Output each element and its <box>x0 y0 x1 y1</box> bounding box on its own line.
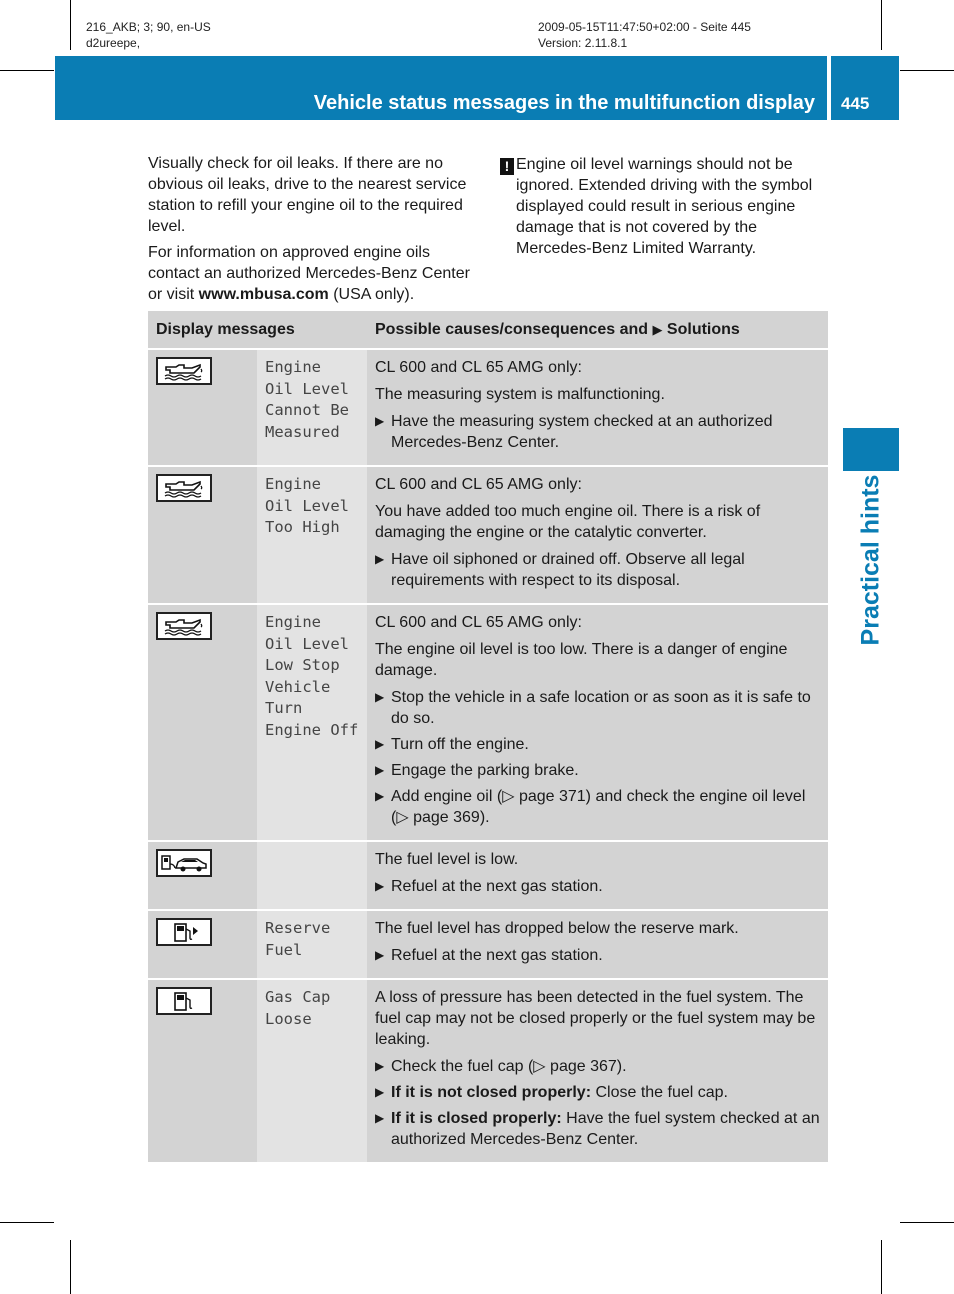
oil-level-icon <box>156 612 212 640</box>
display-message-line: Cannot Be <box>265 401 349 419</box>
table-row <box>148 910 828 979</box>
cause-text: CL 600 and CL 65 AMG only: <box>375 359 582 376</box>
arrow-icon: ▶ <box>375 552 385 566</box>
display-message-line: Low Stop <box>265 656 340 674</box>
step-text: Refuel at the next gas station. <box>391 947 603 964</box>
fuel-pump-icon <box>156 918 212 946</box>
oil-level-icon <box>156 357 212 385</box>
display-message-text <box>257 979 367 1163</box>
page-number: 445 <box>841 94 870 113</box>
warning-text: Engine oil level warnings should not be ignored. Extended driving with the symbol displayed could result in serious engine damage that is not covered by the Mercedes-Benz Limited Warranty. <box>516 156 813 257</box>
header-text: Possible causes/consequences and <box>375 321 649 338</box>
arrow-icon: ▶ <box>375 690 385 704</box>
arrow-icon: ▶ <box>375 789 385 803</box>
crop-mark <box>881 1240 882 1294</box>
icon-cell <box>148 841 257 910</box>
cause-text: The engine oil level is too low. There is a danger of engine damage. <box>375 641 788 679</box>
crop-mark <box>70 0 71 50</box>
crop-mark <box>0 1222 54 1223</box>
step-text: Engage the parking brake. <box>391 762 579 779</box>
meta-line: 2009-05-15T11:47:50+02:00 - Seite 445 <box>538 20 751 34</box>
solution-cell <box>367 979 828 1163</box>
solution-cell <box>367 841 828 910</box>
warning-icon: ! <box>500 158 514 175</box>
display-message-line: Engine <box>265 358 321 376</box>
solution-cell <box>367 910 828 979</box>
step-text: Check the fuel cap (▷ page 367). <box>391 1058 627 1075</box>
cause-text: The measuring system is malfunctioning. <box>375 386 665 403</box>
step-text: Have oil siphoned or drained off. Observe all legal requirements with respect to its disposal. <box>391 551 745 589</box>
cause-text: CL 600 and CL 65 AMG only: <box>375 476 582 493</box>
arrow-icon: ▶ <box>375 763 385 777</box>
solution-step <box>375 734 820 755</box>
oil-level-icon <box>156 474 212 502</box>
arrow-icon: ▶ <box>375 414 385 428</box>
fuel-pump-small-icon <box>156 987 212 1015</box>
display-message-text <box>257 841 367 910</box>
solution-step <box>375 760 820 781</box>
display-messages-table <box>148 311 828 1164</box>
intro-paragraph <box>148 242 483 305</box>
display-message-line: Turn <box>265 699 303 717</box>
arrow-icon: ▶ <box>375 948 385 962</box>
icon-cell <box>148 979 257 1163</box>
side-tab-label: Practical hints <box>856 474 885 646</box>
side-tab-marker <box>843 428 899 471</box>
meta-line: 216_AKB; 3; 90, en-US <box>86 20 211 34</box>
print-meta-left <box>86 19 211 51</box>
step-text: Have the measuring system checked at an authorized Mercedes-Benz Center. <box>391 413 773 451</box>
cause-text: A loss of pressure has been detected in the fuel system. The fuel cap may not be closed properly or the fuel system may be leaking. <box>375 989 816 1048</box>
meta-line: Version: 2.11.8.1 <box>538 36 628 50</box>
meta-line: d2ureepe, <box>86 36 141 50</box>
solution-step <box>375 411 820 453</box>
display-message-text <box>257 604 367 841</box>
table-body <box>148 349 828 1163</box>
crop-mark <box>900 1222 954 1223</box>
arrow-icon: ▶ <box>375 1059 385 1073</box>
display-message-line: Oil Level <box>265 496 349 515</box>
page-number-box <box>831 56 899 120</box>
arrow-icon: ▶ <box>375 1111 385 1125</box>
display-message-line: Vehicle <box>265 677 331 696</box>
table-row <box>148 841 828 910</box>
solution-cell <box>367 349 828 466</box>
intro-left-column <box>148 153 483 310</box>
column-header-solutions <box>367 311 828 349</box>
step-text: Close the fuel cap. <box>591 1084 728 1101</box>
solution-step <box>375 1056 820 1077</box>
display-message-line: Reserve <box>265 919 331 937</box>
intro-text: For information on approved engine oils contact an authorized Mercedes-Benz Center or visit <box>148 244 470 303</box>
step-text: Turn off the engine. <box>391 736 529 753</box>
display-message-line: Gas Cap <box>265 988 331 1006</box>
icon-cell <box>148 910 257 979</box>
section-title: Vehicle status messages in the multifunction display <box>313 92 815 114</box>
table-header-row <box>148 311 828 349</box>
print-meta-right <box>538 19 751 51</box>
table-row <box>148 979 828 1163</box>
icon-cell <box>148 349 257 466</box>
table-row <box>148 466 828 604</box>
display-message-line: Fuel <box>265 940 303 959</box>
display-message-line: Measured <box>265 422 340 441</box>
solution-step <box>375 945 820 966</box>
solution-cell <box>367 604 828 841</box>
crop-mark <box>70 1240 71 1294</box>
crop-mark <box>900 70 954 71</box>
display-message-text <box>257 910 367 979</box>
cause-text: You have added too much engine oil. There is a risk of damaging the engine or the catalytic converter. <box>375 503 761 541</box>
display-message-line: Loose <box>265 1009 312 1028</box>
intro-paragraph: Visually check for oil leaks. If there are no obvious oil leaks, drive to the nearest service station to refill your engine oil to the required level. <box>148 155 467 235</box>
step-text: Refuel at the next gas station. <box>391 878 603 895</box>
step-text: Stop the vehicle in a safe location or as soon as it is safe to do so. <box>391 689 811 727</box>
solution-step <box>375 1108 820 1150</box>
column-header-messages: Display messages <box>148 311 367 349</box>
cause-text: CL 600 and CL 65 AMG only: <box>375 614 582 631</box>
icon-cell <box>148 466 257 604</box>
step-condition: If it is not closed properly: <box>391 1084 592 1101</box>
arrow-icon: ▶ <box>375 1085 385 1099</box>
solution-step <box>375 687 820 729</box>
solution-step <box>375 876 820 897</box>
intro-text: (USA only). <box>328 286 415 303</box>
solution-step <box>375 549 820 591</box>
arrow-icon: ▶ <box>652 322 663 337</box>
step-text: Have the fuel system checked at an authorized Mercedes-Benz Center. <box>391 1110 820 1148</box>
cause-text: The fuel level has dropped below the reserve mark. <box>375 920 739 937</box>
table-row <box>148 349 828 466</box>
solution-step <box>375 1082 820 1103</box>
display-message-text <box>257 466 367 604</box>
crop-mark <box>0 70 54 71</box>
website-link[interactable]: www.mbusa.com <box>198 286 329 303</box>
crop-mark <box>881 0 882 50</box>
fuel-car-icon <box>156 849 212 877</box>
display-message-line: Engine <box>265 475 321 493</box>
display-message-line: Engine <box>265 613 321 631</box>
arrow-icon: ▶ <box>375 737 385 751</box>
header-text: Solutions <box>666 321 740 338</box>
step-text: Add engine oil (▷ page 371) and check the engine oil level (▷ page 369). <box>391 788 806 826</box>
display-message-line: Oil Level <box>265 379 349 398</box>
display-message-text <box>257 349 367 466</box>
table-row <box>148 604 828 841</box>
solution-step <box>375 786 820 828</box>
cause-text: The fuel level is low. <box>375 851 519 868</box>
icon-cell <box>148 604 257 841</box>
step-condition: If it is closed properly: <box>391 1110 562 1127</box>
display-message-line: Too High <box>265 518 340 536</box>
display-message-line: Oil Level <box>265 634 349 653</box>
display-message-line: Engine Off <box>265 720 359 739</box>
warning-note <box>500 154 830 259</box>
section-header <box>55 56 827 120</box>
solution-cell <box>367 466 828 604</box>
arrow-icon: ▶ <box>375 879 385 893</box>
